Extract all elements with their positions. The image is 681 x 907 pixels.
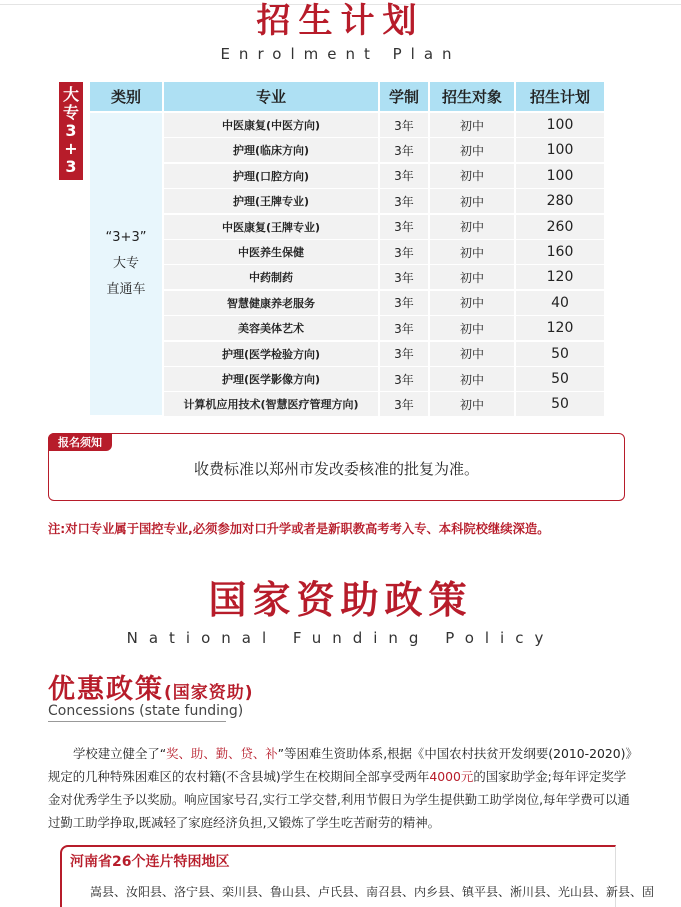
cell-target: 初中 (430, 164, 514, 188)
table-row (164, 113, 604, 137)
notice-tag: 报名须知 (48, 433, 112, 451)
region-title: 河南省26个连片特困地区 (70, 854, 230, 870)
cell-major: 中医养生保健 (164, 240, 378, 264)
table-row (164, 138, 604, 162)
section-title (48, 667, 254, 706)
table-row (164, 189, 604, 213)
cell-target: 初中 (430, 367, 514, 391)
category-cell (90, 113, 162, 415)
cell-major: 中医康复(中医方向) (164, 113, 378, 137)
cell-plan: 40 (516, 291, 604, 315)
table-row (164, 316, 604, 340)
category-line: 大专 (112, 256, 139, 271)
column-header-duration: 学制 (380, 82, 428, 111)
cell-major: 护理(王牌专业) (164, 189, 378, 213)
section-underline (48, 721, 226, 722)
paragraph-text: 学校建立健全了“ (73, 746, 167, 761)
table-row (164, 240, 604, 264)
table-header (90, 82, 604, 111)
cell-major: 美容美体艺术 (164, 316, 378, 340)
cell-duration: 3年 (380, 164, 428, 188)
cell-target: 初中 (430, 392, 514, 416)
paragraph-highlight: 奖、助、勤、贷、补 (166, 746, 278, 761)
side-tag (59, 82, 83, 180)
cell-target: 初中 (430, 342, 514, 366)
cell-major: 计算机应用技术(智慧医疗管理方向) (164, 392, 378, 416)
table-row (164, 265, 604, 289)
column-header-target: 招生对象 (430, 82, 514, 111)
cell-plan: 50 (516, 367, 604, 391)
cell-target: 初中 (430, 316, 514, 340)
column-header-plan: 招生计划 (516, 82, 604, 111)
notice-text: 收费标准以郑州市发改委核准的批复为准。 (193, 460, 479, 478)
table-row (164, 367, 604, 391)
column-header-major: 专业 (164, 82, 378, 111)
cell-plan: 120 (516, 265, 604, 289)
cell-major: 护理(口腔方向) (164, 164, 378, 188)
cell-duration: 3年 (380, 113, 428, 137)
cell-major: 中药制药 (164, 265, 378, 289)
side-tag-char: + (64, 139, 78, 158)
table-row (164, 291, 604, 315)
cell-target: 初中 (430, 189, 514, 213)
table-row (164, 392, 604, 416)
category-line: “3+3” (105, 230, 147, 245)
side-tag-char: 3 (65, 121, 77, 140)
cell-plan: 100 (516, 164, 604, 188)
policy-subtitle: National Funding Policy (126, 629, 555, 647)
cell-target: 初中 (430, 113, 514, 137)
region-list: 嵩县、汝阳县、洛宁县、栾川县、鲁山县、卢氏县、南召县、内乡县、镇平县、淅川县、光山县、新县、固 (90, 885, 655, 899)
cell-target: 初中 (430, 265, 514, 289)
cell-duration: 3年 (380, 240, 428, 264)
section-subtitle: Concessions (state funding) (48, 703, 244, 719)
footnote: 注:对口专业属于国控专业,必须参加对口升学或者是新职教高考考入专、本科院校继续深造。 (48, 522, 550, 536)
side-tag-char: 3 (65, 157, 77, 176)
cell-plan: 100 (516, 113, 604, 137)
side-tag-char: 专 (62, 103, 79, 122)
cell-major: 智慧健康养老服务 (164, 291, 378, 315)
cell-plan: 100 (516, 138, 604, 162)
cell-major: 中医康复(王牌专业) (164, 215, 378, 239)
table-row (164, 342, 604, 366)
cell-target: 初中 (430, 240, 514, 264)
cell-duration: 3年 (380, 392, 428, 416)
cell-duration: 3年 (380, 265, 428, 289)
cell-duration: 3年 (380, 316, 428, 340)
cell-duration: 3年 (380, 367, 428, 391)
policy-paragraph (48, 742, 633, 834)
cell-duration: 3年 (380, 342, 428, 366)
column-header-category: 类别 (90, 82, 162, 111)
cell-plan: 50 (516, 342, 604, 366)
cell-plan: 120 (516, 316, 604, 340)
paragraph-highlight: 4000元 (429, 769, 474, 784)
cell-target: 初中 (430, 215, 514, 239)
cell-major: 护理(医学影像方向) (164, 367, 378, 391)
cell-target: 初中 (430, 291, 514, 315)
policy-title: 国家资助政策 (208, 578, 473, 622)
cell-duration: 3年 (380, 189, 428, 213)
cell-duration: 3年 (380, 291, 428, 315)
cell-plan: 280 (516, 189, 604, 213)
cell-duration: 3年 (380, 215, 428, 239)
cell-major: 护理(临床方向) (164, 138, 378, 162)
category-line: 直通车 (106, 282, 146, 297)
section-title-paren: (国家资助) (164, 683, 254, 703)
cell-plan: 160 (516, 240, 604, 264)
page-title: 招生计划 (256, 1, 425, 41)
section-title-main: 优惠政策 (48, 674, 164, 705)
cell-plan: 260 (516, 215, 604, 239)
table-row (164, 164, 604, 188)
side-tag-char: 大 (62, 85, 79, 104)
cell-duration: 3年 (380, 138, 428, 162)
table-row (164, 215, 604, 239)
paragraph-text: 的国家助学金;每年评定奖学金对优秀学生予以奖励。响应国家号召,实行工学交替,利用节假日为学生提供勤工助学岗位,每年学费可以通过勤工助学挣取,既减轻了家庭经济负担,又锻炼了学生吃苦耐劳的精神。 (48, 769, 630, 830)
page-subtitle: Enrolment Plan (220, 45, 461, 63)
paragraph-text: ”等困难生资助体系,根据《中国农村扶贫开发纲要(2010-2020)》规定的几种特殊困难区的农村籍(不含县城)学生在校期间全部享受两年 (48, 746, 632, 784)
cell-target: 初中 (430, 138, 514, 162)
cell-plan: 50 (516, 392, 604, 416)
cell-major: 护理(医学检验方向) (164, 342, 378, 366)
